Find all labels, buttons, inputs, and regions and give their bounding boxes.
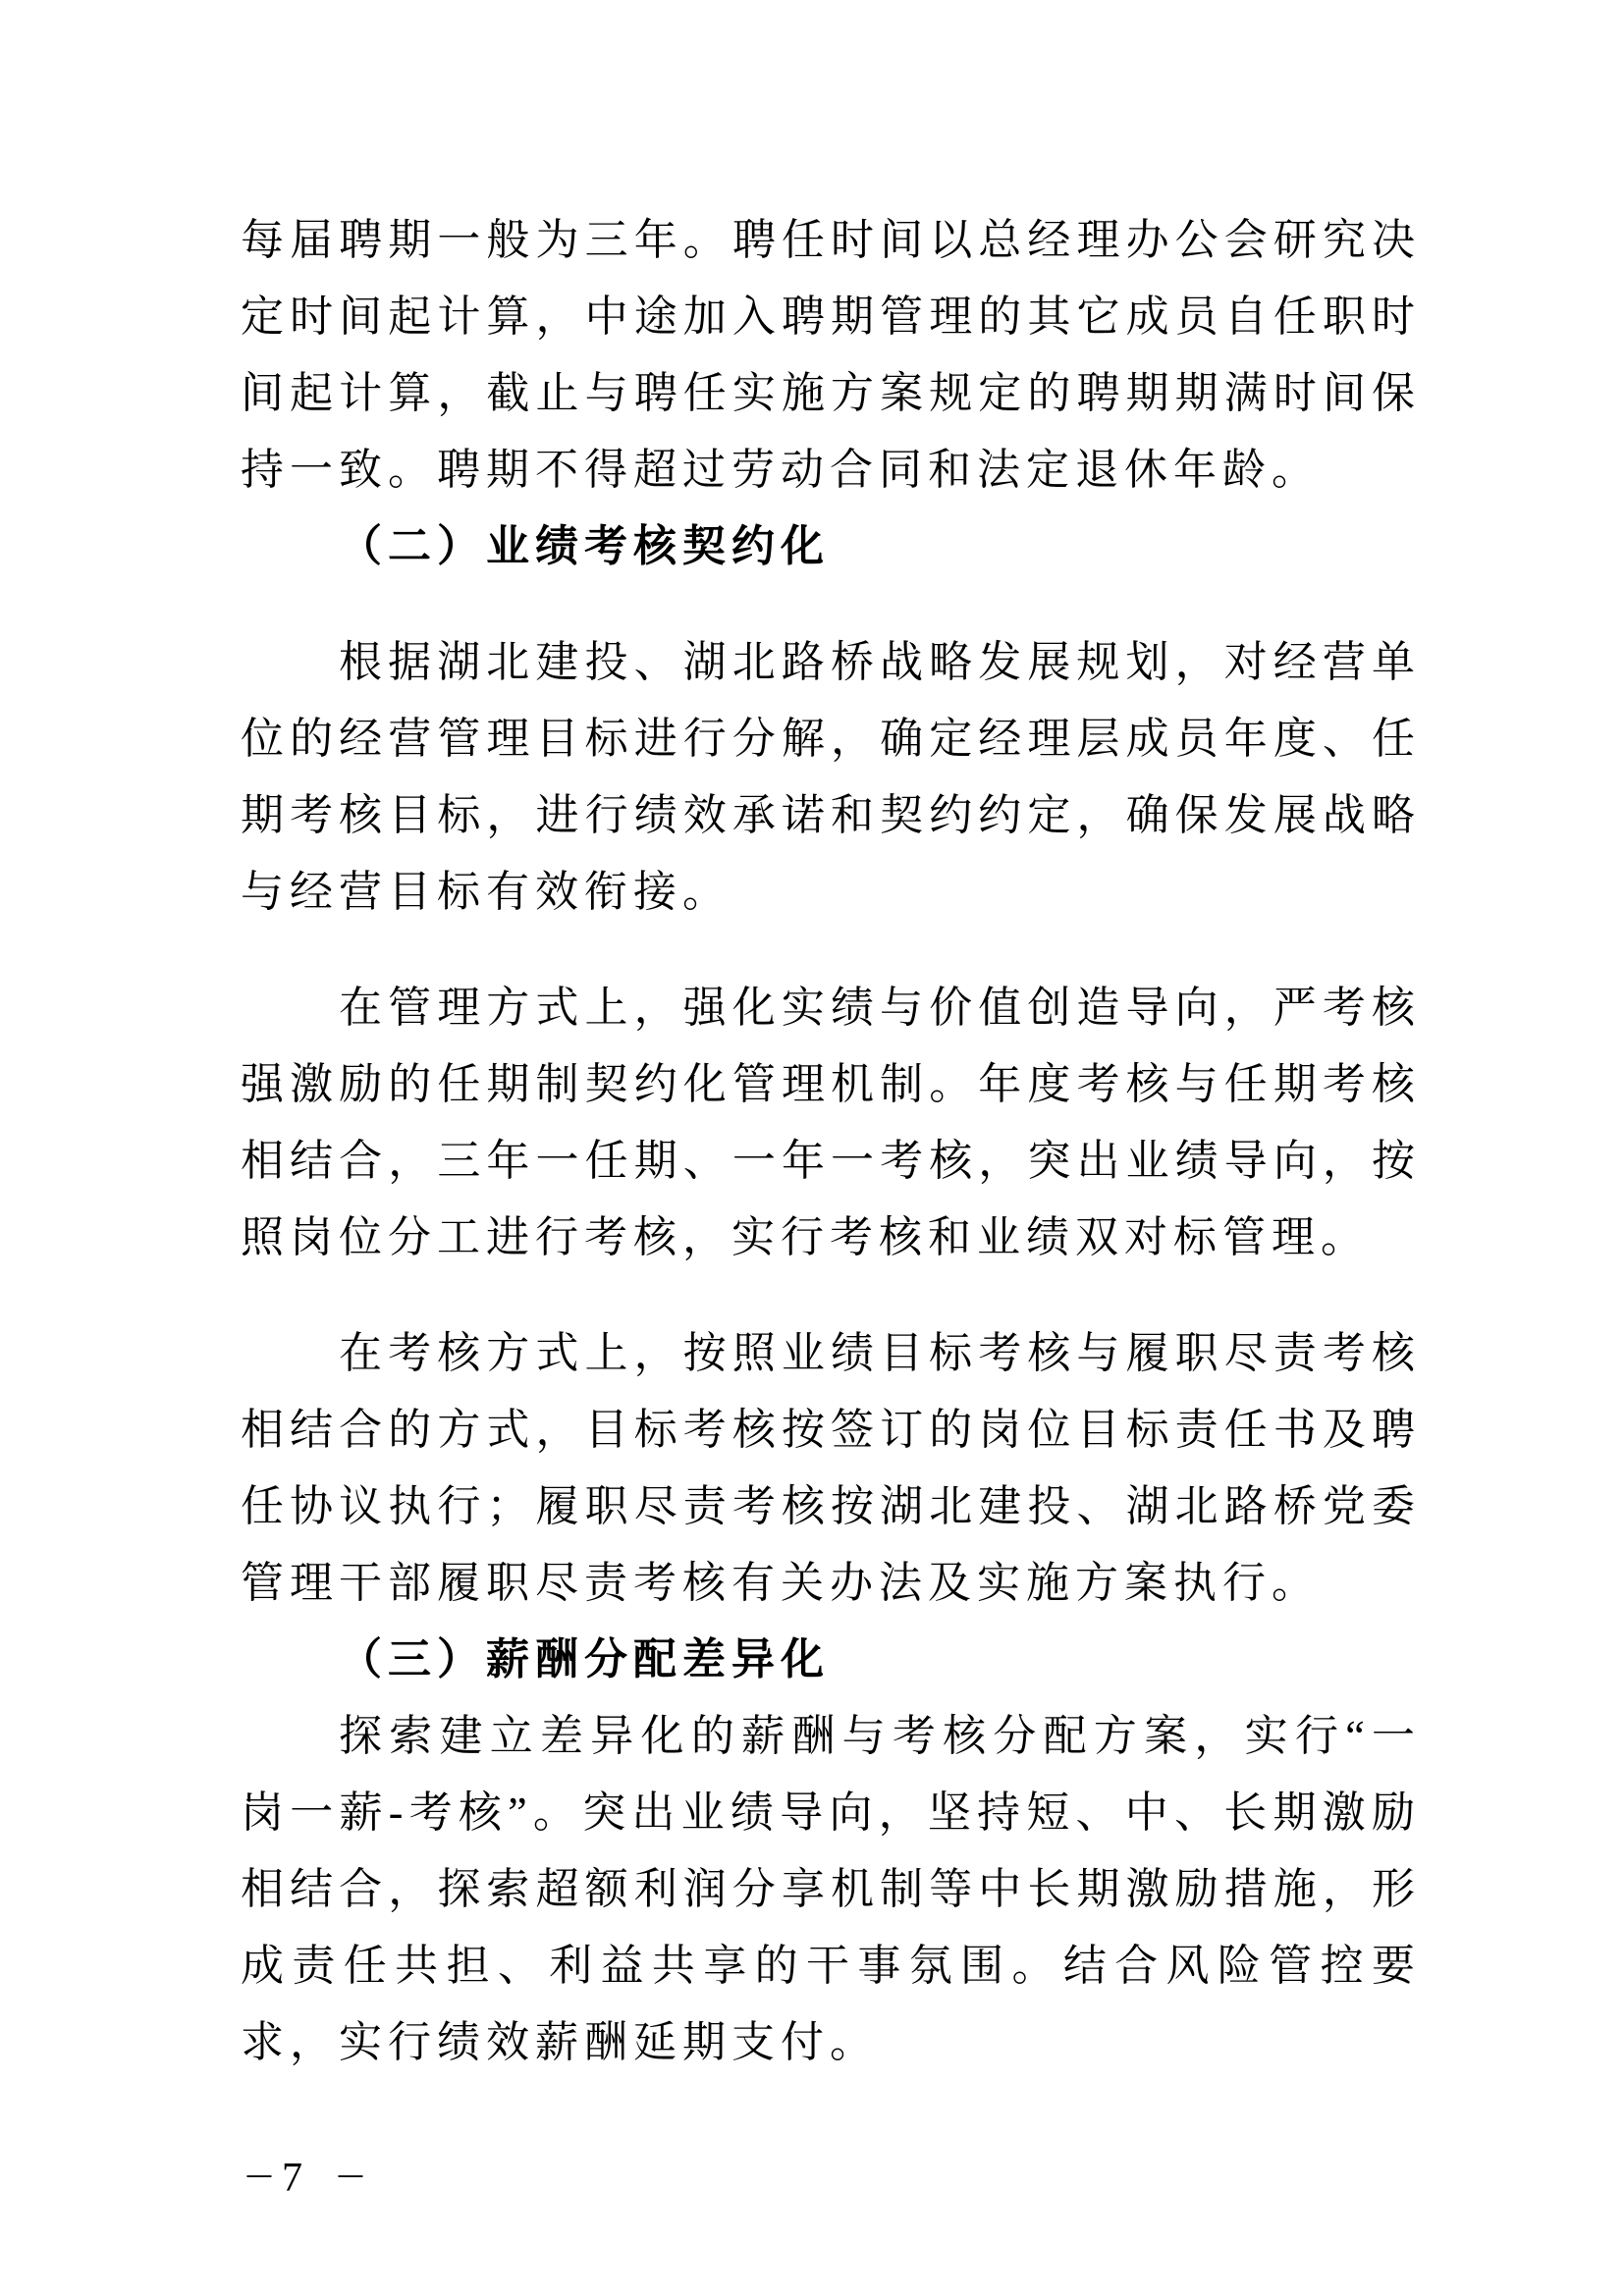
page-number-right-dash: — xyxy=(338,2153,363,2194)
page-number-value: 7 xyxy=(282,2156,302,2201)
section-heading-performance-assessment: （二）业绩考核契约化 xyxy=(339,522,830,570)
text-block xyxy=(241,202,1421,2081)
paragraph-assessment-approach: 在考核方式上，按照业绩目标考核与履职尽责考核相结合的方式，目标考核按签订的岗位目标责任书及聘任协议执行；履职尽责考核按湖北建投、湖北路桥党委管理干部履职尽责考核有关办法及实施方案执行。 xyxy=(241,1329,1421,1607)
page-number xyxy=(241,2148,369,2204)
paragraph-goal-decomposition: 根据湖北建投、湖北路桥战略发展规划，对经营单位的经营管理目标进行分解，确定经理层成员年度、任期考核目标，进行绩效承诺和契约约定，确保发展战略与经营目标有效衔接。 xyxy=(241,638,1421,916)
section-heading-salary-differentiation: （三）薪酬分配差异化 xyxy=(339,1635,830,1683)
page-number-left-dash: — xyxy=(246,2153,272,2194)
paragraph-management-approach: 在管理方式上，强化实绩与价值创造导向，严考核强激励的任期制契约化管理机制。年度考核与任期考核相结合，三年一任期、一年一考核，突出业绩导向，按照岗位分工进行考核，实行考核和业绩双对标管理。 xyxy=(241,984,1421,1261)
paragraph-tenure-continuation: 每届聘期一般为三年。聘任时间以总经理办公会研究决定时间起计算，中途加入聘期管理的其它成员自任职时间起计算，截止与聘任实施方案规定的聘期期满时间保持一致。聘期不得超过劳动合同和法定退休年龄。 xyxy=(241,216,1421,494)
paragraph-salary-plan: 探索建立差异化的薪酬与考核分配方案，实行“一岗一薪-考核”。突出业绩导向，坚持短、中、长期激励相结合，探索超额利润分享机制等中长期激励措施，形成责任共担、利益共享的干事氛围。结合风险管控要求，实行绩效薪酬延期支付。 xyxy=(241,1712,1421,2066)
